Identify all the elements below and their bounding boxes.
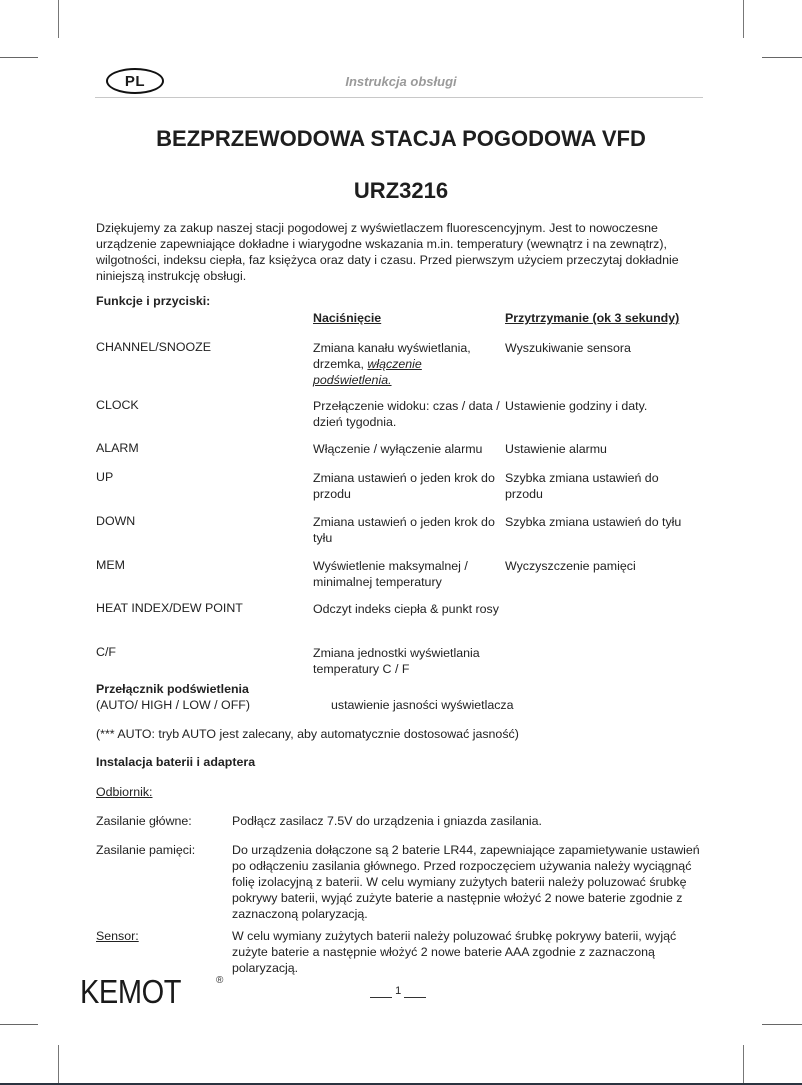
function-key: HEAT INDEX/DEW POINT xyxy=(96,601,243,615)
registered-mark: ® xyxy=(216,975,224,986)
crop-mark xyxy=(0,1024,38,1025)
function-key: C/F xyxy=(96,645,116,659)
memory-power-label: Zasilanie pamięci: xyxy=(96,843,196,857)
function-press: Zmiana ustawień o jeden krok do przodu xyxy=(313,471,495,501)
function-key: MEM xyxy=(96,558,125,572)
page-number-rule xyxy=(370,997,392,998)
receiver-label: Odbiornik: xyxy=(96,785,153,799)
function-key: DOWN xyxy=(96,514,136,528)
function-press: Przełączenie widoku: czas / data / dzień tygodnia. xyxy=(313,399,500,429)
function-hold: Szybka zmiana ustawień do tyłu xyxy=(505,515,682,529)
function-key: UP xyxy=(96,470,114,484)
function-hold: Ustawienie godziny i daty. xyxy=(505,399,648,413)
backlight-description: ustawienie jasności wyświetlacza xyxy=(331,698,514,712)
main-power-text: Podłącz zasilacz 7.5V do urządzenia i gniazda zasilania. xyxy=(232,814,542,828)
column-header-hold: Przytrzymanie (ok 3 sekundy) xyxy=(505,311,680,325)
column-header-press: Naciśnięcie xyxy=(313,311,382,325)
page-number-value: 1 xyxy=(395,985,402,997)
backlight-heading: Przełącznik podświetlenia xyxy=(96,682,249,696)
crop-mark xyxy=(762,57,802,58)
function-press: Wyświetlenie maksymalnej / minimalnej temperatury xyxy=(313,559,468,589)
backlight-note: (*** AUTO: tryb AUTO jest zalecany, aby automatycznie dostosować jasność) xyxy=(96,727,519,741)
functions-heading: Funkcje i przyciski: xyxy=(96,294,211,308)
function-press: Zmiana ustawień o jeden krok do tyłu xyxy=(313,515,495,545)
crop-mark xyxy=(762,1024,802,1025)
crop-mark xyxy=(0,57,38,58)
installation-heading: Instalacja baterii i adaptera xyxy=(96,755,256,769)
header-title: Instrukcja obsługi xyxy=(345,74,457,89)
function-press: Odczyt indeks ciepła & punkt rosy xyxy=(313,602,499,616)
intro-paragraph: Dziękujemy za zakup naszej stacji pogodowej z wyświetlaczem fluorescencyjnym. Jest to nowoczesne urządzenie zapewniające dokładne i wiarygodne wskazania m.in. temperatury (wewnątrz i na zewnątrz), wilgotności, indeksu ciepła, faz księżyca oraz daty i czasu. Przed pierwszym użyciem przeczytaj dokładnie niniejszą instrukcję obsługi. xyxy=(96,221,679,283)
sensor-text: W celu wymiany zużytych baterii należy poluzować śrubkę pokrywy baterii, wyjąć zużyte baterie a następnie włożyć 2 nowe baterie AAA zgodnie z zaznaczoną polaryzacją. xyxy=(232,929,677,975)
model-number: URZ3216 xyxy=(353,178,449,203)
crop-mark xyxy=(58,1045,59,1085)
function-key: CHANNEL/SNOOZE xyxy=(96,340,211,354)
function-hold: Wyszukiwanie sensora xyxy=(505,341,631,355)
function-key: ALARM xyxy=(96,441,139,455)
crop-mark xyxy=(58,0,59,38)
function-hold: Ustawienie alarmu xyxy=(505,442,607,456)
document-title: BEZPRZEWODOWA STACJA POGODOWA VFD xyxy=(156,126,646,151)
language-badge-label: PL xyxy=(124,72,146,90)
crop-mark xyxy=(743,1045,744,1085)
function-press xyxy=(313,340,503,388)
crop-mark xyxy=(743,0,744,38)
header-divider xyxy=(95,97,703,98)
page-number xyxy=(370,985,426,998)
function-press: Zmiana jednostki wyświetlania temperatury C / F xyxy=(313,646,480,676)
main-power-label: Zasilanie główne: xyxy=(96,814,192,828)
function-key: CLOCK xyxy=(96,398,139,412)
backlight-options: (AUTO/ HIGH / LOW / OFF) xyxy=(96,698,250,712)
page-number-rule xyxy=(404,997,426,998)
press-text: Zmiana kanału wyświetlania, drzemka, xyxy=(313,341,471,371)
function-hold: Szybka zmiana ustawień do przodu xyxy=(505,471,659,501)
sensor-label: Sensor: xyxy=(96,929,139,943)
function-press: Włączenie / wyłączenie alarmu xyxy=(313,442,483,456)
memory-power-text: Do urządzenia dołączone są 2 baterie LR44, zapewniające zapamietywanie ustawień po odłączeniu zasilania głównego. Przed rozpoczęciem używania należy wyciągnąć folię izolacyjną z baterii. W celu wymiany zużytych baterii należy poluzować śrubkę pokrywy baterii, wyjąć zużyte baterie a następnie włożyć 2 nowe baterie zgodnie z zaznaczoną polaryzacją. xyxy=(232,843,700,921)
kemot-logo: KEMOT xyxy=(80,973,182,1010)
press-emphasis: włączenie podświetlenia. xyxy=(313,357,422,387)
function-hold: Wyczyszczenie pamięci xyxy=(505,559,636,573)
